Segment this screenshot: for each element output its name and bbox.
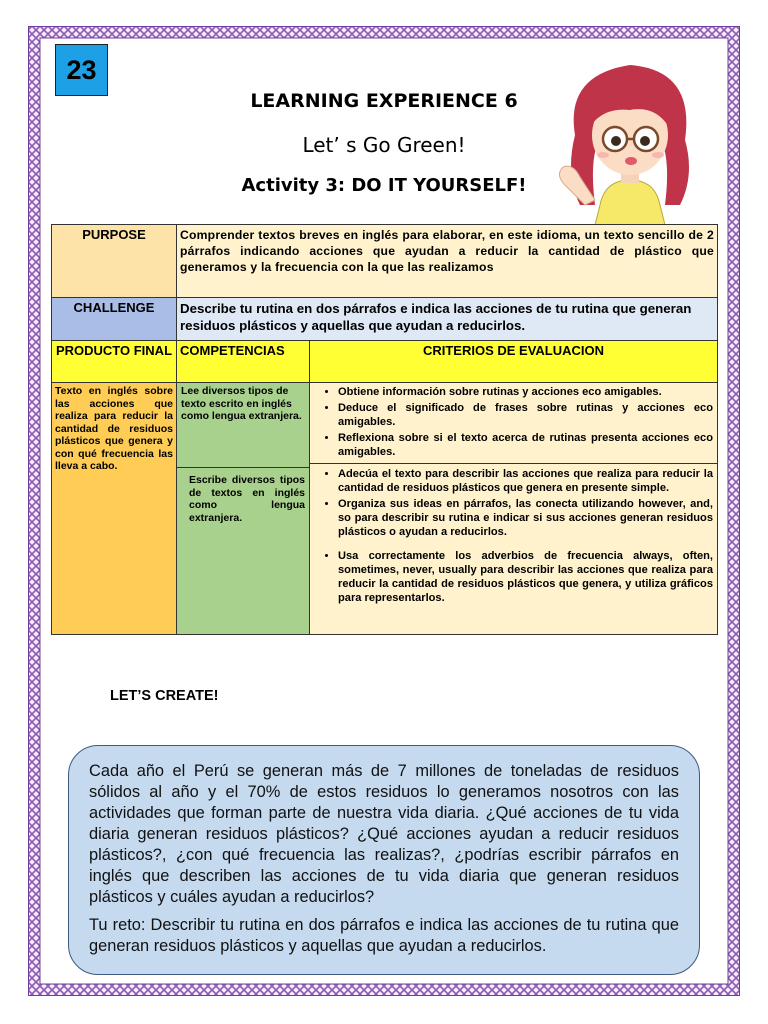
criteria-group-reading xyxy=(310,383,717,463)
activity-table xyxy=(51,224,718,635)
criteria-item: • Obtiene información sobre rutinas y acciones eco amigables. xyxy=(338,385,713,399)
competency-read: Lee diversos tipos de texto escrito en inglés como lengua extranjera. xyxy=(181,385,302,422)
girl-with-glasses-illustration xyxy=(545,55,715,225)
competency-write: Escribe diversos tipos de textos en inglés como lengua extranjera. xyxy=(177,467,309,526)
activity-title: Activity 3: DO IT YOURSELF! xyxy=(241,175,527,196)
criteria-item: • Adecúa el texto para describir las acciones que realiza para reducir la cantidad de residuos plásticos que genera en presente simple. xyxy=(338,467,713,495)
page-number: 23 xyxy=(55,44,108,96)
purpose-label: PURPOSE xyxy=(52,225,177,298)
product-description: Texto en inglés sobre las acciones que realiza para reducir la cantidad de residuos plásticos que genera y con qué frecuencia las lleva a cabo. xyxy=(52,383,177,635)
bubble-paragraph-context: Cada año el Perú se generan más de 7 millones de toneladas de residuos sólidos al año y el 70% de estos residuos lo generamos nosotros con las actividades que forman parte de nuestra vida diaria. ¿Qué acciones de tu vida diaria generan residuos plásticos? ¿Qué acciones ayudan a reducir residuos plásticos?, ¿con qué frecuencia las realizas?, ¿podrías escribir párrafos en inglés que describen las acciones de tu vida diaria que generan residuos plásticos y cuáles ayudan a reducirlos? xyxy=(89,762,679,906)
purpose-text: Comprender textos breves en inglés para elaborar, en este idioma, un texto sencillo de 2 párrafos indicando acciones que ayudan a reducir la cantidad de plástico que generamos y la frecuencia con la que las realizamos xyxy=(177,225,718,298)
criteria-group-writing xyxy=(310,463,717,605)
criteria-item: • Organiza sus ideas en párrafos, las conecta utilizando however, and, so para describir su rutina e indicar si sus acciones generan residuos plásticos o ayudan a reducirlos. xyxy=(338,497,713,539)
lets-create-heading: LET’S CREATE! xyxy=(110,688,219,704)
criteria-item: • Usa correctamente los adverbios de frecuencia always, often, sometimes, never, usually para describir las acciones que realiza para reducir la cantidad de residuos plásticos que genera, y utiliza gráficos para representarlos. xyxy=(338,549,713,605)
criteria-header: CRITERIOS DE EVALUACION xyxy=(310,341,718,383)
product-header: PRODUCTO FINAL xyxy=(52,341,177,383)
bubble-paragraph-task: Tu reto: Describir tu rutina en dos párrafos e indica las acciones de tu rutina que generan residuos plásticos y aquellas que ayudan a reducirlos. xyxy=(89,916,679,955)
page-subtitle: Let’ s Go Green! xyxy=(302,133,466,157)
challenge-speech-bubble xyxy=(68,745,700,975)
competencies-header: COMPETENCIAS xyxy=(177,341,310,383)
criteria-cell xyxy=(310,383,718,635)
challenge-text: Describe tu rutina en dos párrafos e indica las acciones de tu rutina que generan residuos plásticos y aquellas que ayudan a reducirlos. xyxy=(177,298,718,341)
criteria-item: • Deduce el significado de frases sobre rutinas y acciones eco amigables. xyxy=(338,401,713,429)
page-title: LEARNING EXPERIENCE 6 xyxy=(250,90,518,112)
challenge-label: CHALLENGE xyxy=(52,298,177,341)
competencies-cell xyxy=(177,383,310,635)
criteria-item: • Reflexiona sobre si el texto acerca de rutinas presenta acciones eco amigables. xyxy=(338,431,713,459)
